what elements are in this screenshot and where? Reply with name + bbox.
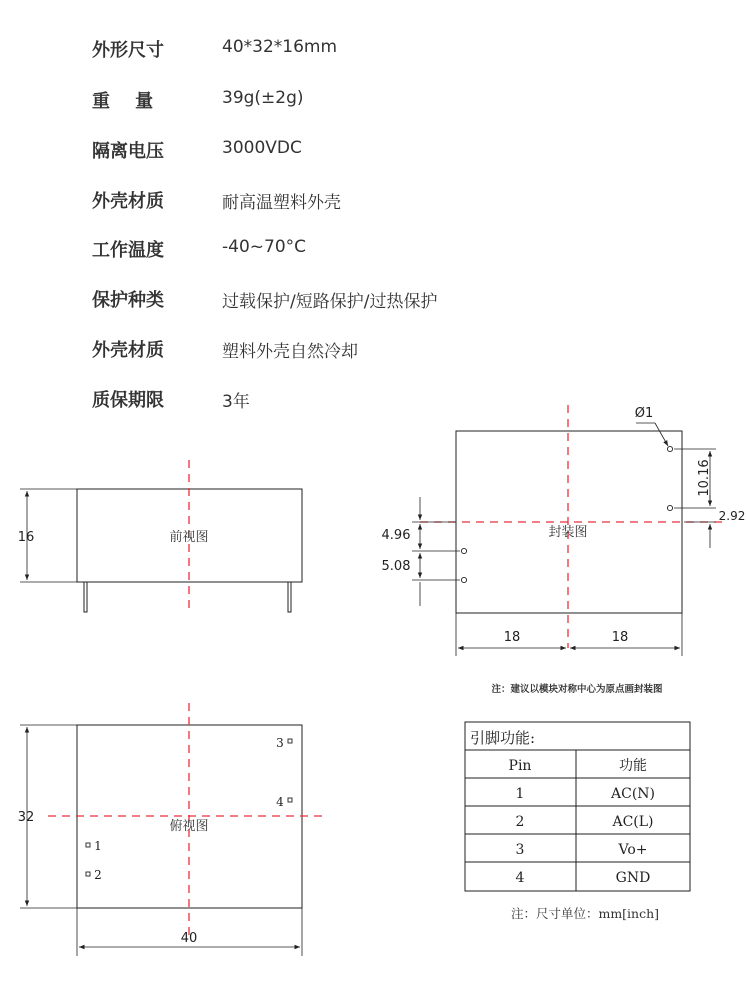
package-view <box>382 405 746 695</box>
spec-label: 外壳材质 <box>92 340 164 361</box>
spec-value: 塑料外壳自然冷却 <box>222 342 358 362</box>
top-pin-1-square <box>86 843 90 847</box>
front-dim-height-label: 16 <box>17 530 35 545</box>
dim-left-18-label: 18 <box>503 630 521 645</box>
package-hole-2 <box>461 577 466 582</box>
package-note: 注：建议以模块对称中心为原点画封装图 <box>491 684 663 695</box>
front-view-title: 前视图 <box>169 530 209 545</box>
front-view-pin-left <box>84 582 87 612</box>
package-hole-3 <box>667 446 672 451</box>
dim-4-96-label: 4.96 <box>381 528 411 543</box>
top-dim-height-label: 32 <box>17 810 35 825</box>
pin-table-cell-pin: 1 <box>515 786 525 802</box>
spec-label: 外壳材质 <box>92 191 164 212</box>
top-pin-3-square <box>288 739 292 743</box>
spec-label: 质保期限 <box>92 390 164 411</box>
pin-table-cell-pin: 4 <box>515 870 525 886</box>
top-pin-2-label: 2 <box>94 868 102 882</box>
package-hole-1 <box>461 548 466 553</box>
spec-label: 隔离电压 <box>92 141 164 162</box>
package-hole-4 <box>667 505 672 510</box>
unit-note: 注：尺寸单位：mm[inch] <box>510 906 660 921</box>
dim-2-92-label: 2.92 <box>718 509 746 523</box>
spec-value: 39g(±2g) <box>222 88 304 108</box>
pin-table-cell-function: GND <box>615 870 651 886</box>
top-view-title: 俯视图 <box>169 819 209 834</box>
spec-label: 重 量 <box>92 91 154 112</box>
spec-value: 过载保护/短路保护/过热保护 <box>222 292 438 312</box>
top-view <box>18 703 322 956</box>
hole-dia-label: Ø1 <box>634 406 654 421</box>
package-title: 封装图 <box>548 525 588 540</box>
spec-label: 外形尺寸 <box>92 40 164 61</box>
pin-table-cell-pin: 3 <box>515 842 525 858</box>
top-pin-1-label: 1 <box>94 839 102 853</box>
pin-table-header-pin: Pin <box>508 758 532 774</box>
pin-table-cell-function: AC(N) <box>611 786 655 802</box>
dim-right-18-label: 18 <box>611 630 629 645</box>
top-pin-2-square <box>86 872 90 876</box>
pin-table-header-function: 功能 <box>619 758 647 774</box>
pin-table-cell-pin: 2 <box>515 814 525 830</box>
dim-10-16-label: 10.16 <box>697 459 712 497</box>
spec-value: 3000VDC <box>222 138 302 158</box>
top-pin-3-label: 3 <box>276 736 284 750</box>
top-pin-4-label: 4 <box>276 795 284 809</box>
spec-label: 工作温度 <box>92 240 164 261</box>
top-dim-width-label: 40 <box>180 931 198 946</box>
spec-value: 耐高温塑料外壳 <box>222 193 341 213</box>
spec-value: 40*32*16mm <box>222 37 338 57</box>
front-view-pin-right <box>288 582 291 612</box>
dim-5-08-label: 5.08 <box>381 559 411 574</box>
spec-value: 3年 <box>222 392 250 412</box>
spec-value: -40~70°C <box>222 237 307 257</box>
top-pin-4-square <box>288 798 292 802</box>
front-view <box>18 460 302 612</box>
pin-table-cell-function: AC(L) <box>612 814 654 830</box>
spec-label: 保护种类 <box>92 290 164 311</box>
pin-table-title: 引脚功能: <box>470 729 536 747</box>
pin-table-cell-function: Vo+ <box>618 842 648 858</box>
pin-function-table <box>465 722 690 921</box>
hole-dia-leader <box>655 423 668 446</box>
